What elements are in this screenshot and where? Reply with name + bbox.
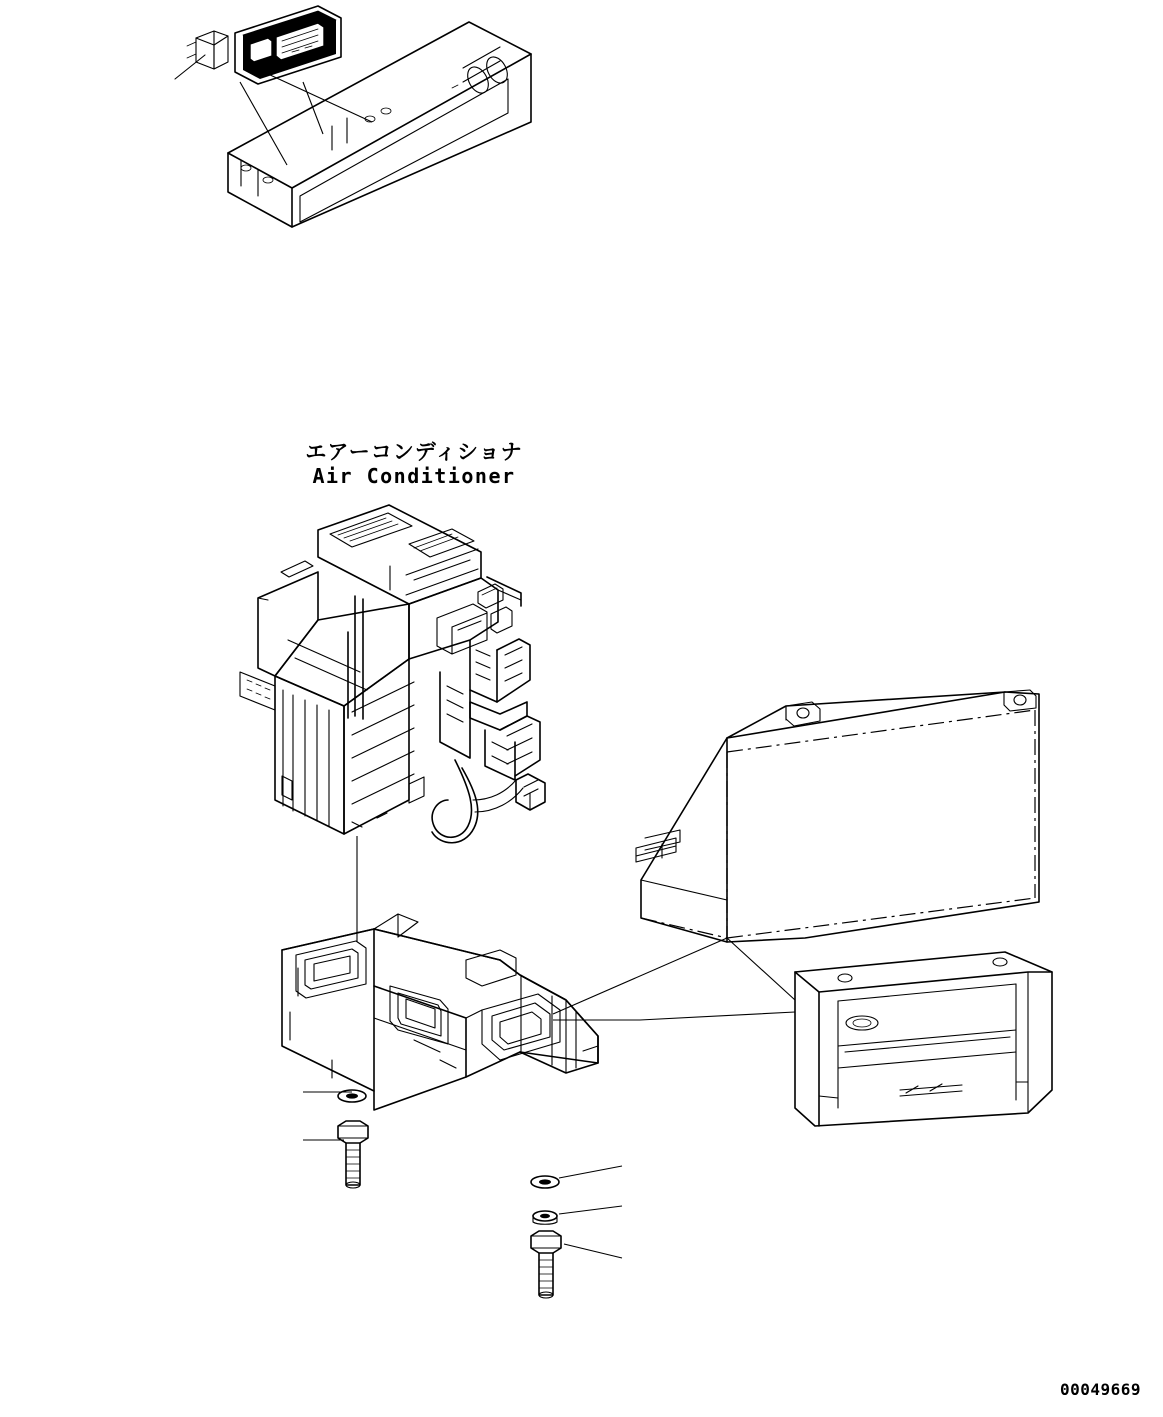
side-cover — [795, 952, 1052, 1126]
assembly-line-housing-to-side — [553, 1012, 795, 1020]
leader-washer-lower-1 — [559, 1166, 622, 1178]
assembly-line-housing-to-cover — [553, 938, 727, 1014]
control-panel-bracket — [175, 6, 531, 227]
bolt-lower — [531, 1231, 561, 1298]
leader-washer-lower-2 — [559, 1206, 622, 1214]
drawing-number: 00049669 — [1059, 1380, 1141, 1399]
cover-panel — [636, 690, 1039, 942]
leader-bolt-lower — [564, 1244, 622, 1258]
air-conditioner-label-jp: エアーコンディショナ — [305, 440, 523, 464]
assembly-line-cover-to-side — [727, 938, 795, 1000]
washer-lower-1 — [531, 1176, 559, 1188]
air-conditioner-label — [304, 440, 524, 488]
bolt-upper — [338, 1121, 368, 1188]
air-conditioner-unit — [240, 505, 545, 843]
washer-lower-2 — [533, 1211, 557, 1224]
lower-duct-housing — [282, 914, 598, 1110]
air-conditioner-label-en: Air Conditioner — [312, 464, 516, 489]
